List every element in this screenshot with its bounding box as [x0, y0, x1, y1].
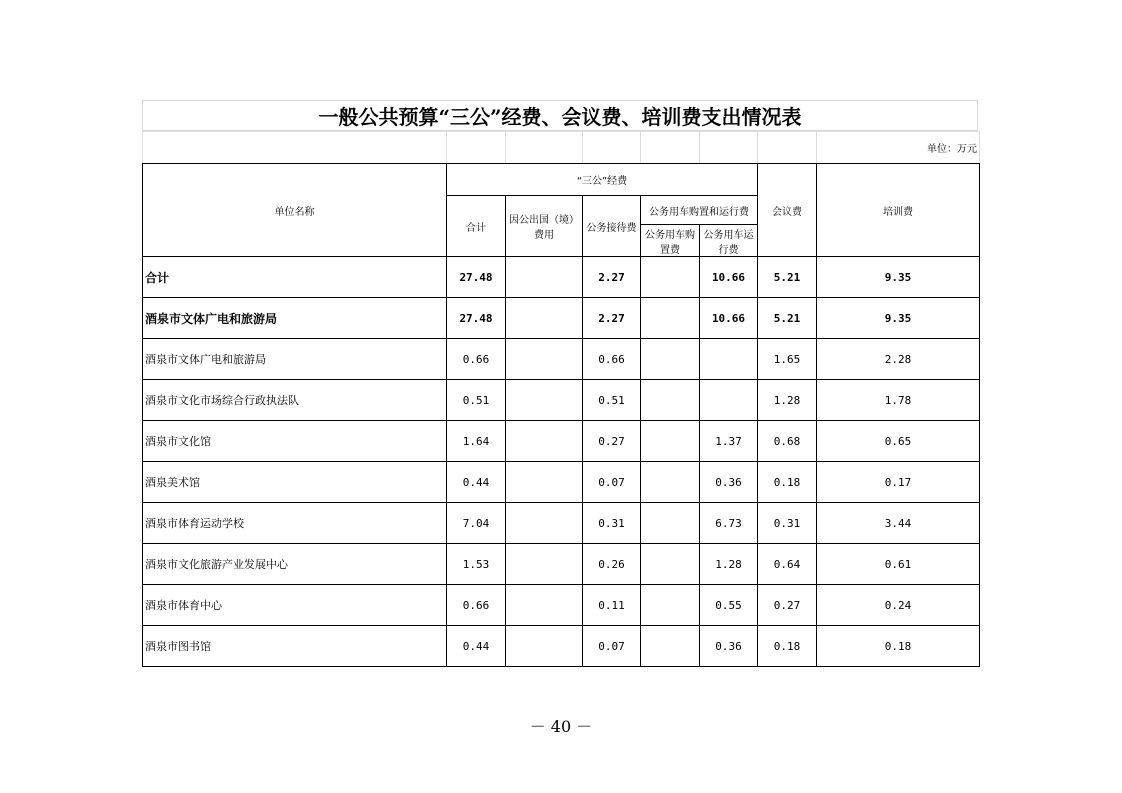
cell-operation: 1.28	[700, 544, 758, 585]
header-vehicle-operation: 公务用车运行费	[700, 225, 758, 257]
cell-reception: 0.66	[583, 339, 641, 380]
cell-abroad	[506, 339, 583, 380]
header-reception: 公务接待费	[583, 196, 641, 257]
table-row	[143, 503, 980, 544]
cell-total: 0.66	[447, 339, 506, 380]
cell-meeting: 0.68	[758, 421, 817, 462]
cell-total: 27.48	[447, 257, 506, 298]
cell-purchase	[641, 503, 700, 544]
cell-purchase	[641, 257, 700, 298]
header-vehicle: 公务用车购置和运行费	[641, 196, 758, 225]
cell-reception: 0.11	[583, 585, 641, 626]
cell-operation: 0.36	[700, 462, 758, 503]
row-name: 酒泉市图书馆	[143, 626, 447, 667]
cell-purchase	[641, 544, 700, 585]
cell-training: 0.61	[817, 544, 980, 585]
cell-purchase	[641, 380, 700, 421]
cell-operation: 6.73	[700, 503, 758, 544]
cell-reception: 0.51	[583, 380, 641, 421]
table-row	[143, 544, 980, 585]
cell-abroad	[506, 257, 583, 298]
header-meeting: 会议费	[758, 164, 817, 257]
cell-total: 0.66	[447, 585, 506, 626]
cell-purchase	[641, 462, 700, 503]
table-row	[143, 421, 980, 462]
cell-operation: 10.66	[700, 257, 758, 298]
cell-meeting: 0.64	[758, 544, 817, 585]
cell-total: 27.48	[447, 298, 506, 339]
row-name: 酒泉市体育中心	[143, 585, 447, 626]
cell-purchase	[641, 626, 700, 667]
cell-meeting: 0.18	[758, 626, 817, 667]
cell-operation: 0.55	[700, 585, 758, 626]
table-row	[143, 585, 980, 626]
cell-operation: 1.37	[700, 421, 758, 462]
cell-meeting: 5.21	[758, 298, 817, 339]
cell-abroad	[506, 380, 583, 421]
cell-operation	[700, 339, 758, 380]
cell-reception: 0.07	[583, 462, 641, 503]
row-name: 酒泉市文体广电和旅游局	[143, 298, 447, 339]
cell-meeting: 1.28	[758, 380, 817, 421]
cell-operation: 10.66	[700, 298, 758, 339]
cell-meeting: 0.31	[758, 503, 817, 544]
cell-reception: 2.27	[583, 298, 641, 339]
header-vehicle-purchase: 公务用车购置费	[641, 225, 700, 257]
cell-meeting: 0.18	[758, 462, 817, 503]
row-name: 酒泉市体育运动学校	[143, 503, 447, 544]
cell-total: 0.44	[447, 626, 506, 667]
unit-row	[143, 132, 980, 164]
cell-training: 0.24	[817, 585, 980, 626]
cell-meeting: 5.21	[758, 257, 817, 298]
cell-reception: 0.26	[583, 544, 641, 585]
cell-total: 1.53	[447, 544, 506, 585]
row-name: 合计	[143, 257, 447, 298]
row-name: 酒泉市文体广电和旅游局	[143, 339, 447, 380]
cell-purchase	[641, 585, 700, 626]
header-unit-name: 单位名称	[143, 164, 447, 257]
cell-operation	[700, 380, 758, 421]
cell-reception: 0.31	[583, 503, 641, 544]
cell-abroad	[506, 421, 583, 462]
table-row	[143, 298, 980, 339]
page-number: － 40 －	[529, 717, 593, 736]
cell-purchase	[641, 421, 700, 462]
cell-purchase	[641, 339, 700, 380]
cell-purchase	[641, 298, 700, 339]
row-name: 酒泉市文化旅游产业发展中心	[143, 544, 447, 585]
cell-training: 3.44	[817, 503, 980, 544]
table-row	[143, 626, 980, 667]
cell-meeting: 0.27	[758, 585, 817, 626]
header-sangong: “三公”经费	[447, 164, 758, 196]
row-name: 酒泉市文化市场综合行政执法队	[143, 380, 447, 421]
cell-training: 9.35	[817, 257, 980, 298]
cell-training: 9.35	[817, 298, 980, 339]
table-row	[143, 257, 980, 298]
cell-reception: 0.27	[583, 421, 641, 462]
cell-training: 0.17	[817, 462, 980, 503]
row-name: 酒泉市文化馆	[143, 421, 447, 462]
table-row	[143, 339, 980, 380]
cell-training: 1.78	[817, 380, 980, 421]
cell-abroad	[506, 298, 583, 339]
cell-total: 0.44	[447, 462, 506, 503]
header-total: 合计	[447, 196, 506, 257]
table-row	[143, 380, 980, 421]
expense-table	[142, 131, 980, 667]
table-row	[143, 462, 980, 503]
cell-abroad	[506, 626, 583, 667]
cell-abroad	[506, 544, 583, 585]
cell-abroad	[506, 462, 583, 503]
cell-abroad	[506, 503, 583, 544]
cell-total: 1.64	[447, 421, 506, 462]
cell-reception: 0.07	[583, 626, 641, 667]
cell-total: 0.51	[447, 380, 506, 421]
cell-reception: 2.27	[583, 257, 641, 298]
header-training: 培训费	[817, 164, 980, 257]
cell-operation: 0.36	[700, 626, 758, 667]
cell-training: 0.65	[817, 421, 980, 462]
row-name: 酒泉美术馆	[143, 462, 447, 503]
header-abroad: 因公出国（境）费用	[506, 196, 583, 257]
cell-training: 0.18	[817, 626, 980, 667]
cell-abroad	[506, 585, 583, 626]
cell-total: 7.04	[447, 503, 506, 544]
cell-meeting: 1.65	[758, 339, 817, 380]
cell-training: 2.28	[817, 339, 980, 380]
table-title: 一般公共预算“三公”经费、会议费、培训费支出情况表	[142, 100, 978, 131]
unit-label: 单位：万元	[817, 132, 980, 164]
